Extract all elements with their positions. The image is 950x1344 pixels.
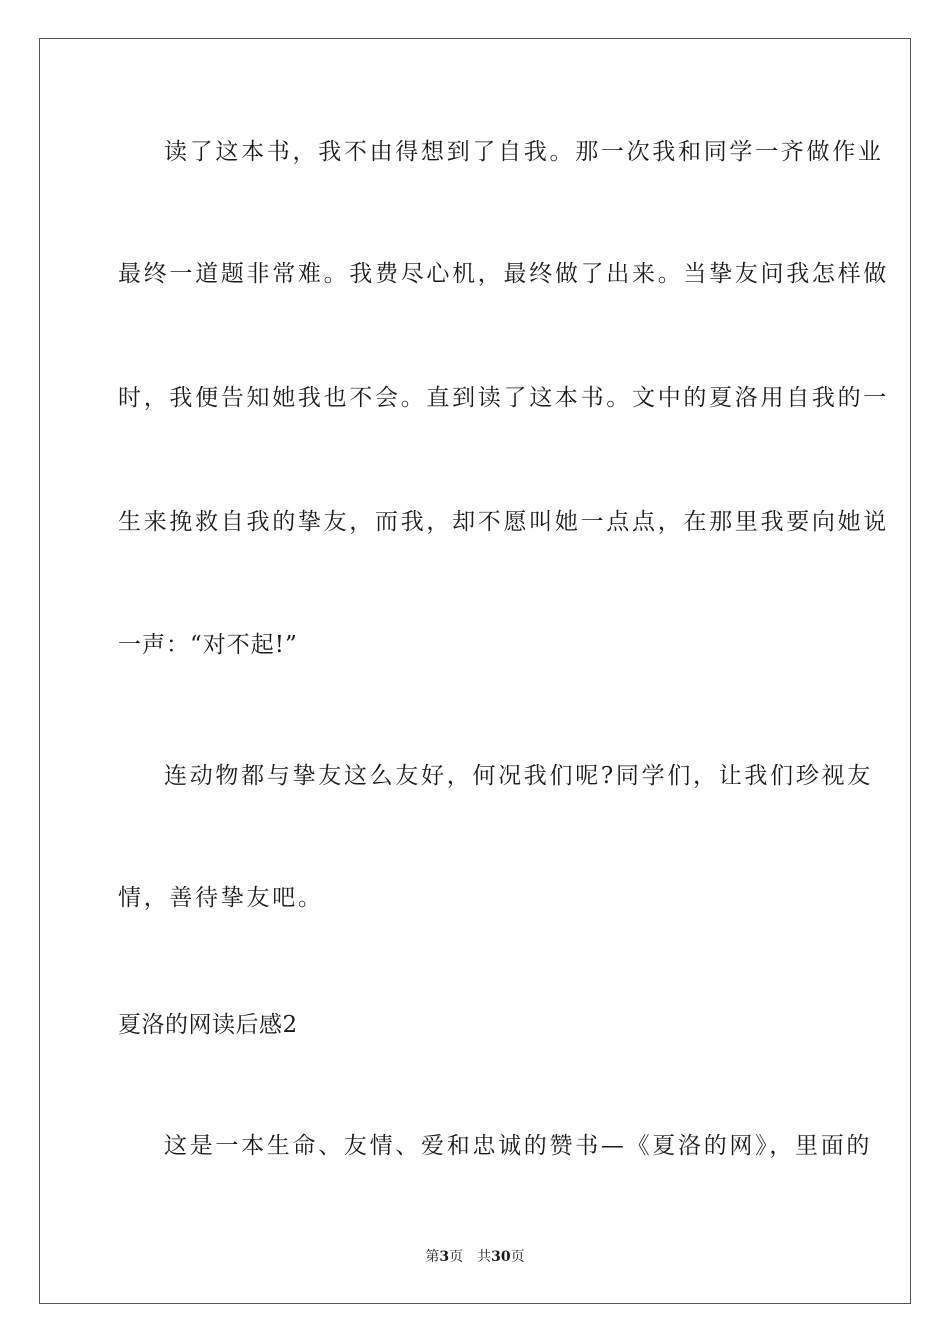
- paragraph-line: 时，我便告知她我也不会。直到读了这本书。文中的夏洛用自我的一: [118, 385, 889, 411]
- total-pages: 30: [491, 1249, 511, 1265]
- paragraph-line: 情，善待挚友吧。: [118, 885, 324, 911]
- page-suffix: 页: [449, 1249, 464, 1265]
- total-suffix: 页: [510, 1249, 525, 1265]
- page-border: [39, 38, 911, 1304]
- paragraph-line: 生来挽救自我的挚友，而我，却不愿叫她一点点，在那里我要向她说: [118, 509, 889, 535]
- paragraph-line: 读了这本书，我不由得想到了自我。那一次我和同学一齐做作业: [164, 139, 884, 165]
- page-number: 3: [439, 1249, 450, 1265]
- paragraph-line: 这是一本生命、友情、爱和忠诚的赞书—《夏洛的网》，里面的: [164, 1133, 873, 1159]
- total-prefix: 共: [477, 1249, 492, 1265]
- page-footer: [0, 1247, 950, 1267]
- page-prefix: 第: [425, 1249, 440, 1265]
- paragraph-line: 一声：“对不起!”: [118, 632, 298, 658]
- paragraph-line: 连动物都与挚友这么友好，何况我们呢?同学们，让我们珍视友: [164, 763, 873, 789]
- paragraph-line: 最终一道题非常难。我费尽心机，最终做了出来。当挚友问我怎样做: [118, 261, 889, 287]
- section-heading: 夏洛的网读后感2: [118, 1012, 298, 1038]
